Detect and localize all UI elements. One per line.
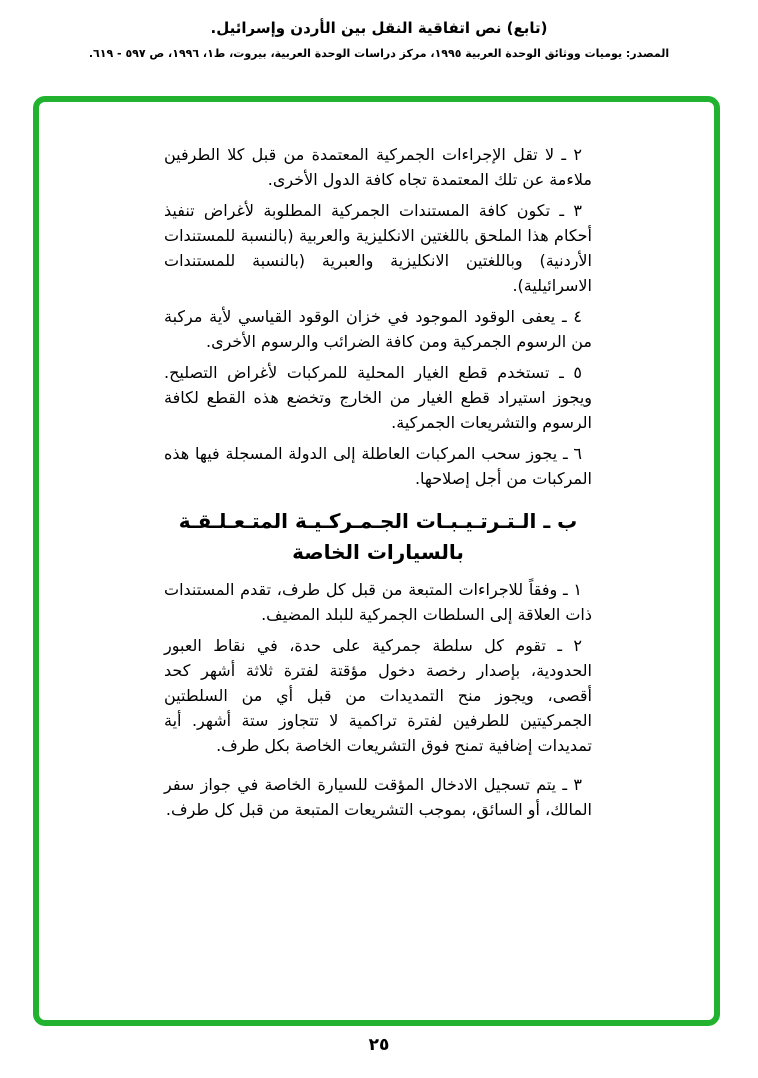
clause-b-3: ٣ ـ يتم تسجيل الادخال المؤقت للسيارة الخاصة في جواز سفر المالك، أو السائق، بموجب التشريعات المتبعة من قبل كل طرف. (164, 775, 592, 819)
clause-b-2: ٢ ـ تقوم كل سلطة جمركية على حدة، في نقاط العبور الحدودية، بإصدار رخصة دخول مؤقتة لفترة ثلاثة أشهر كحد أقصى، ويجوز منح التمديدات من قبل أي من السلطتين الجمركيتين للطرفين لفترة تراكمية لا تتجاوز ستة أشهر. أية تمديدات إضافية تمنح فوق التشريعات الخاصة بكل طرف. (164, 636, 592, 755)
section-heading (164, 506, 592, 568)
section-heading-line1: ب ـ الـتـرتـيـبـات الجـمـركـيـة المتـعـلـقـة (178, 509, 578, 533)
page-number: ٢٥ (368, 1035, 390, 1055)
source-citation: المصدر: يوميات ووثائق الوحدة العربية ١٩٩٥، مركز دراسات الوحدة العربية، بيروت، ط١، ١٩٩٦، ص ٥٩٧ - ٦١٩. (88, 47, 670, 60)
clause-a-6: ٦ ـ يجوز سحب المركبات العاطلة إلى الدولة المسجلة فيها هذه المركبات من أجل إصلاحها. (164, 444, 592, 488)
page-header (0, 19, 758, 60)
clause-a-3: ٣ ـ تكون كافة المستندات الجمركية المطلوبة لأغراض تنفيذ أحكام هذا الملحق باللغتين الانكليزية والعربية (بالنسبة للمستندات الأردنية) وباللغتين الانكليزية والعبرية (بالنسبة للمستندات الاسرائيلية). (164, 201, 592, 295)
section-heading-line2: بالسيارات الخاصة (292, 540, 464, 564)
paragraph-spacer (164, 764, 592, 772)
clause-a-4: ٤ ـ يعفى الوقود الموجود في خزان الوقود القياسي لأية مركبة من الرسوم الجمركية ومن كافة الضرائب والرسوم الأخرى. (164, 307, 592, 351)
document-title: (تابع) نص اتفاقية النقل بين الأردن وإسرائيل. (210, 19, 548, 37)
clause-b-1: ١ ـ وفقاً للاجراءات المتبعة من قبل كل طرف، تقدم المستندات ذات العلاقة إلى السلطات الجمركية للبلد المضيف. (164, 580, 592, 624)
clause-a-2: ٢ ـ لا تقل الإجراءات الجمركية المعتمدة من قبل كلا الطرفين ملاءمة عن تلك المعتمدة تجاه كافة الدول الأخرى. (164, 145, 592, 189)
clause-a-5: ٥ ـ تستخدم قطع الغيار المحلية للمركبات لأغراض التصليح. ويجوز استيراد قطع الغيار من الخارج وتخضع هذه القطع لكافة الرسوم والتشريعات الجمركية. (164, 363, 592, 432)
text-column (164, 142, 592, 828)
